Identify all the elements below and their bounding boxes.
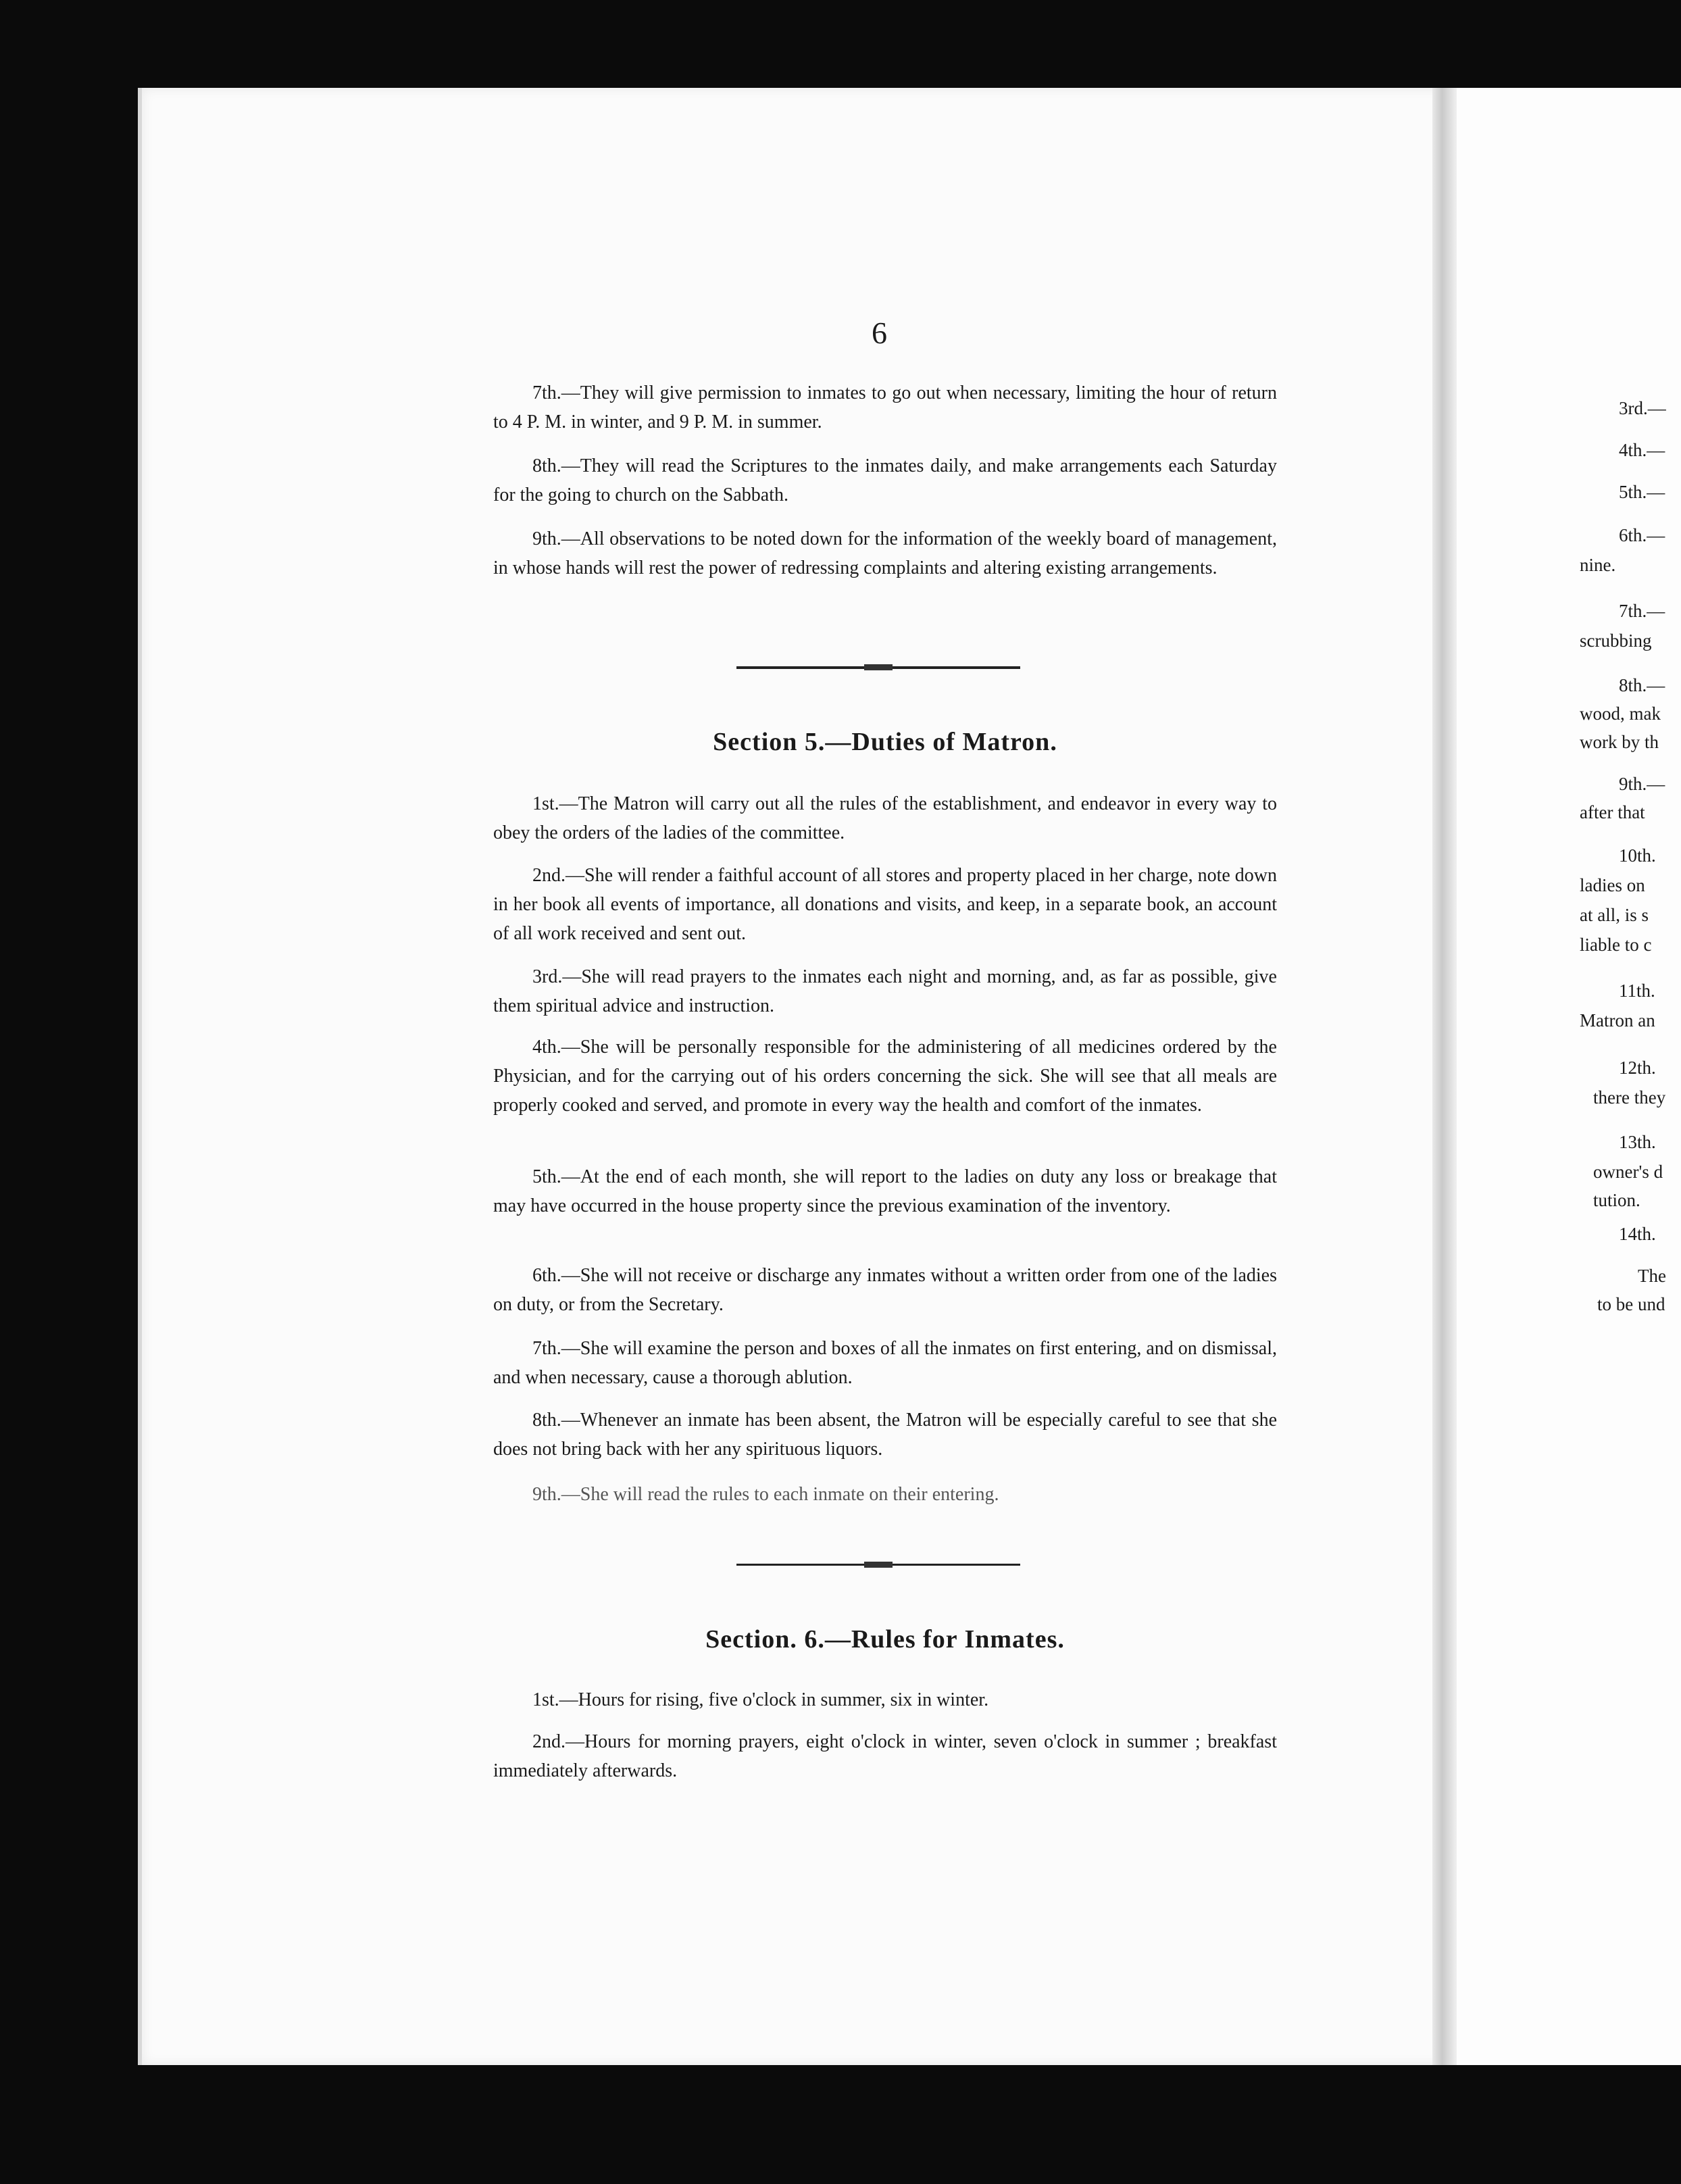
section6-item-2: [493, 1727, 1277, 1785]
paragraph: 9th.—All observations to be noted down for the information of the weekly board of management, in whose hands will rest the power of redressing complaints and altering existing arrangements.: [493, 528, 1277, 578]
section5-item-1: [493, 789, 1277, 847]
page-number: 6: [872, 316, 887, 350]
right-fragment: The: [1638, 1266, 1666, 1286]
section5-item-3: [493, 962, 1277, 1020]
paragraph: 9th.—She will read the rules to each inmate on their entering.: [532, 1484, 999, 1505]
book-gutter: [1432, 88, 1457, 2065]
right-fragment: nine.: [1580, 555, 1616, 575]
paragraph: 8th.—They will read the Scriptures to the inmates daily, and make arrangements each Saturday for the going to church on the Sabbath.: [493, 455, 1277, 505]
paragraph: 1st.—The Matron will carry out all the rules of the establishment, and endeavor in every way to obey the orders of the ladies of the committee.: [493, 793, 1277, 843]
paragraph: 2nd.—She will render a faithful account of all stores and property placed in her charge, note down in her book all events of importance, all donations and visits, and keep, in a separate book, an account of all work received and sent out.: [493, 865, 1278, 944]
section4-item-7: [493, 378, 1277, 437]
right-fragment: scrubbing: [1580, 630, 1652, 651]
section6-item-1: [493, 1685, 1277, 1714]
right-fragment: owner's d: [1593, 1162, 1663, 1182]
section5-item-2: [493, 861, 1277, 948]
section5-item-5: [493, 1162, 1277, 1220]
section-divider: [736, 666, 1020, 669]
right-fragment: 13th.: [1619, 1132, 1656, 1152]
right-fragment: Matron an: [1580, 1010, 1655, 1031]
section-divider: [736, 1564, 1020, 1566]
section5-item-4: [493, 1033, 1277, 1120]
section5-item-8: [493, 1406, 1277, 1464]
paragraph: 8th.—Whenever an inmate has been absent, the Matron will be especially careful to see that she does not bring back with her any spirituous liquors.: [493, 1410, 1277, 1460]
right-fragment: 8th.—: [1619, 675, 1665, 695]
section5-item-7: [493, 1334, 1277, 1392]
section4-item-8: [493, 451, 1277, 510]
right-fragment: work by th: [1580, 732, 1659, 752]
paragraph: 7th.—They will give permission to inmates to go out when necessary, limiting the hour of return to 4 P. M. in winter, and 9 P. M. in summer.: [493, 382, 1277, 432]
section4-item-9: [493, 524, 1277, 582]
section5-heading: Section 5.—Duties of Matron.: [713, 728, 1057, 756]
right-fragment: 5th.—: [1619, 482, 1665, 502]
paragraph: 5th.—At the end of each month, she will report to the ladies on duty any loss or breakage that may have occurred in the house property since the previous examination of the inventory.: [493, 1166, 1277, 1216]
right-fragment: ladies on: [1580, 875, 1645, 895]
right-fragment: liable to c: [1580, 935, 1652, 955]
right-fragment: 7th.—: [1619, 601, 1665, 621]
right-fragment: 3rd.—: [1619, 398, 1666, 418]
paragraph: 2nd.—Hours for morning prayers, eight o'clock in winter, seven o'clock in summer ; breakfast immediately afterwards.: [493, 1731, 1277, 1781]
right-fragment: wood, mak: [1580, 703, 1661, 724]
right-fragment: 12th.: [1619, 1058, 1656, 1078]
right-fragment: there they: [1593, 1087, 1666, 1108]
section5-item-9: [493, 1480, 1277, 1509]
section6-heading: Section. 6.—Rules for Inmates.: [705, 1625, 1065, 1654]
paragraph: 7th.—She will examine the person and boxes of all the inmates on first entering, and on dismissal, and when necessary, cause a thorough ablution.: [493, 1338, 1277, 1388]
right-fragment: 4th.—: [1619, 440, 1665, 460]
paragraph: 4th.—She will be personally responsible for the administering of all medicines ordered by the Physician, and for the carrying out of his orders concerning the sick. She will see that all meals are properly cooked and served, and promote in every way the health and comfort of the inmates.: [493, 1037, 1277, 1116]
section5-item-6: [493, 1261, 1277, 1319]
right-fragment: 6th.—: [1619, 525, 1665, 545]
right-fragment: 11th.: [1619, 981, 1655, 1001]
right-fragment: 9th.—: [1619, 774, 1665, 794]
right-fragment: tution.: [1593, 1190, 1640, 1210]
paragraph: 6th.—She will not receive or discharge any inmates without a written order from one of the ladies on duty, or from the Secretary.: [493, 1265, 1277, 1315]
paragraph: 1st.—Hours for rising, five o'clock in summer, six in winter.: [532, 1689, 989, 1710]
right-fragment: 14th.: [1619, 1224, 1656, 1244]
paragraph: 3rd.—She will read prayers to the inmates each night and morning, and, as far as possible, give them spiritual advice and instruction.: [493, 966, 1277, 1016]
right-fragment: 10th.: [1619, 845, 1656, 866]
right-fragment: after that: [1580, 802, 1645, 822]
right-fragment: to be und: [1597, 1294, 1665, 1314]
right-fragment: at all, is s: [1580, 905, 1649, 925]
